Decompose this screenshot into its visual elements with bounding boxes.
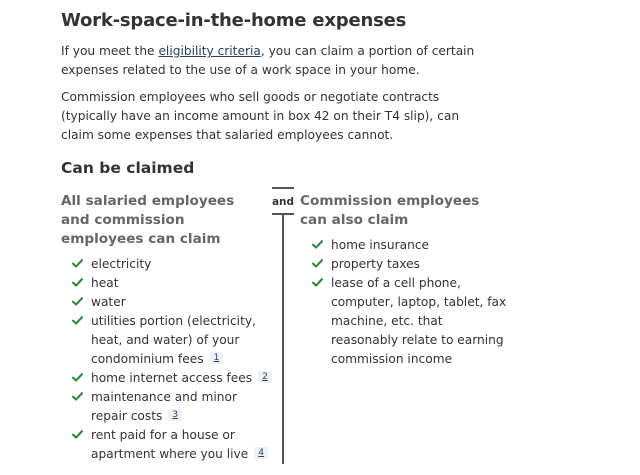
list-item [312,236,512,255]
left-check-list [72,255,272,464]
list-item [72,369,272,388]
list-item [72,426,272,464]
footnote-link[interactable]: 1 [210,352,224,364]
list-item [72,255,272,274]
intro-text-before: If you meet the [61,44,159,58]
checkmark-icon [72,316,83,325]
list-item-text: heat [91,276,119,290]
checkmark-icon [312,278,323,287]
column-divider [282,214,284,464]
list-item [72,293,272,312]
checkmark-icon [72,297,83,306]
right-check-list [312,236,512,369]
list-item-text: maintenance and minor repair costs [91,390,237,423]
footnote-link[interactable]: 4 [254,447,268,459]
list-item [72,274,272,293]
list-item-text: property taxes [331,257,420,271]
list-item [312,255,512,274]
list-item [72,388,272,426]
list-item-text: home internet access fees [91,371,253,385]
list-item-text: utilities portion (electricity, heat, and water) of your condominium fees [91,314,256,366]
section-title: Can be claimed [61,159,195,177]
eligibility-criteria-link[interactable]: eligibility criteria [158,44,261,58]
list-item-text: water [91,295,126,309]
divider-cap-top [272,187,294,189]
checkmark-icon [72,430,83,439]
checkmark-icon [72,259,83,268]
left-column-heading: All salaried employees and commission employees can claim [61,193,235,247]
list-item-text: home insurance [331,238,430,252]
list-item [72,312,272,369]
intro-paragraph-2: Commission employees who sell goods or negotiate contracts (typically have an income amount in box 42 on their T4 slip), can claim some expenses that salaried employees cannot. [61,90,460,142]
divider-and-label: and [271,196,295,208]
list-item-text: lease of a cell phone, computer, laptop, tablet, fax machine, etc. that reasonably relate to earning commission income [331,276,507,366]
checkmark-icon [72,373,83,382]
list-item [312,274,512,369]
intro-text-after: , you can claim a portion of certain expenses related to the use of a work space in your home. [61,44,475,77]
list-item-text: electricity [91,257,152,271]
checkmark-icon [312,240,323,249]
footnote-link[interactable]: 2 [258,371,272,383]
list-item-text: rent paid for a house or apartment where you live [91,428,249,461]
checkmark-icon [312,259,323,268]
intro-paragraph-1 [61,42,481,80]
right-column-heading: Commission employees can also claim [300,193,480,228]
checkmark-icon [72,392,83,401]
footnote-link[interactable]: 3 [168,409,182,421]
checkmark-icon [72,278,83,287]
page-title: Work-space-in-the-home expenses [61,10,407,31]
